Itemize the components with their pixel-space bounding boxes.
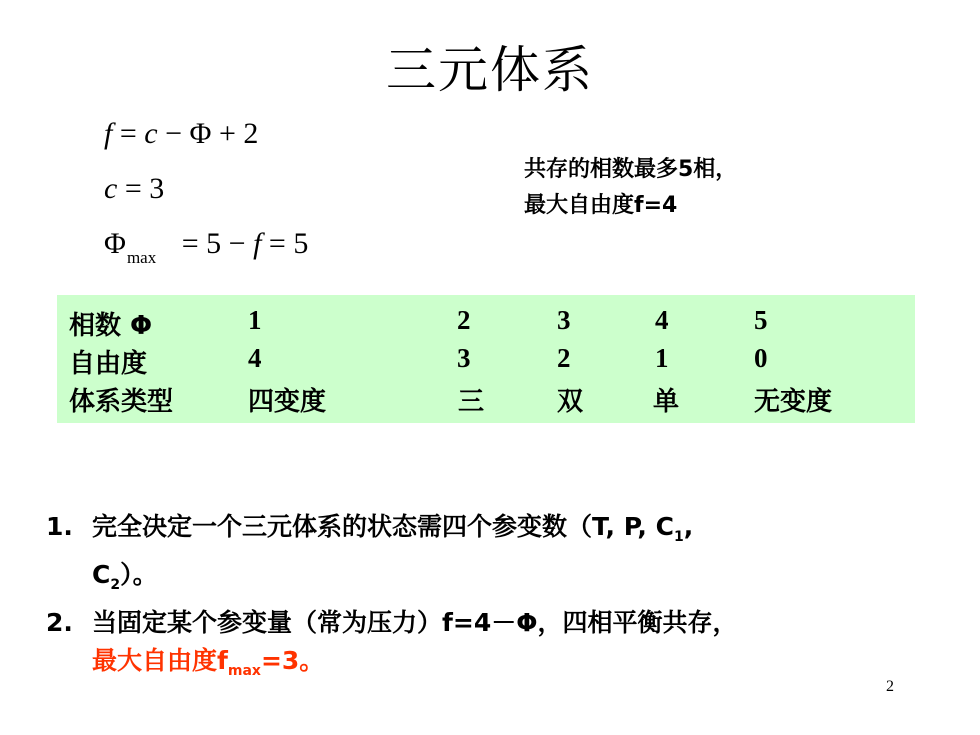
table-cell: 四变度 — [248, 387, 327, 417]
formula-eq2: = 5 — [261, 227, 309, 260]
table-cell: 4 — [248, 343, 262, 373]
table-cell: 4 — [655, 305, 669, 335]
point-1-line2-suffix: ）。 — [120, 560, 158, 589]
subscript: max — [227, 663, 261, 679]
formula-eq: = — [112, 117, 145, 150]
list-item — [46, 604, 926, 690]
row-label: 体系类型 — [69, 387, 174, 417]
slide-title: 三元体系 — [386, 41, 594, 99]
highlight-prefix: 最大自由度f — [92, 646, 228, 675]
highlight-suffix: =3。 — [260, 646, 325, 675]
formula-f: f — [104, 117, 113, 150]
formula-c: c — [144, 117, 158, 150]
phase-table — [57, 295, 915, 423]
table-row — [57, 381, 915, 417]
list-item — [46, 508, 926, 604]
table-cell: 2 — [457, 305, 471, 335]
formula-eq1: = 5 − — [174, 227, 254, 260]
table-cell: 1 — [655, 343, 669, 373]
formula-c: c — [104, 172, 118, 205]
table-cell: 双 — [557, 387, 584, 417]
phase-note — [524, 152, 737, 224]
formula-rest: = 3 — [117, 172, 165, 205]
table-cell: 无变度 — [754, 387, 833, 417]
table-cell: 三 — [458, 387, 485, 417]
table-cell: 3 — [557, 305, 571, 335]
formula-sub-max: max — [126, 248, 157, 267]
table-cell: 2 — [557, 343, 571, 373]
formula-rest: − Φ + 2 — [157, 117, 259, 150]
note-line-2: 最大自由度f=4 — [524, 193, 678, 218]
point-1-line2-prefix: C — [92, 560, 111, 589]
table-cell: 单 — [653, 387, 680, 417]
formula-f: f — [253, 227, 262, 260]
table-row — [57, 343, 915, 379]
point-2-text: 当固定某个参变量（常为压力）f=4－Φ，四相平衡共存， — [92, 608, 738, 637]
formula-max-phases — [104, 227, 308, 268]
formula-phase-rule — [104, 117, 258, 151]
formula-component-count — [104, 172, 164, 206]
table-row — [57, 305, 915, 341]
table-cell: 3 — [457, 343, 471, 373]
table-cell: 5 — [754, 305, 768, 335]
point-1-text: 完全决定一个三元体系的状态需四个参变数（T, P, C — [92, 512, 674, 541]
list-index: 2. — [46, 608, 73, 637]
page-number: 2 — [886, 678, 894, 695]
row-label: 相数 Φ — [69, 311, 153, 341]
list-index: 1. — [46, 512, 73, 541]
point-1-comma: , — [683, 512, 694, 541]
subscript: 2 — [110, 577, 121, 593]
formula-phi: Φ — [104, 227, 126, 260]
note-line-1: 共存的相数最多5相， — [524, 157, 738, 182]
summary-list — [46, 508, 926, 690]
row-label: 自由度 — [69, 349, 148, 379]
table-cell: 1 — [248, 305, 262, 335]
table-cell: 0 — [754, 343, 768, 373]
subscript: 1 — [673, 529, 684, 545]
